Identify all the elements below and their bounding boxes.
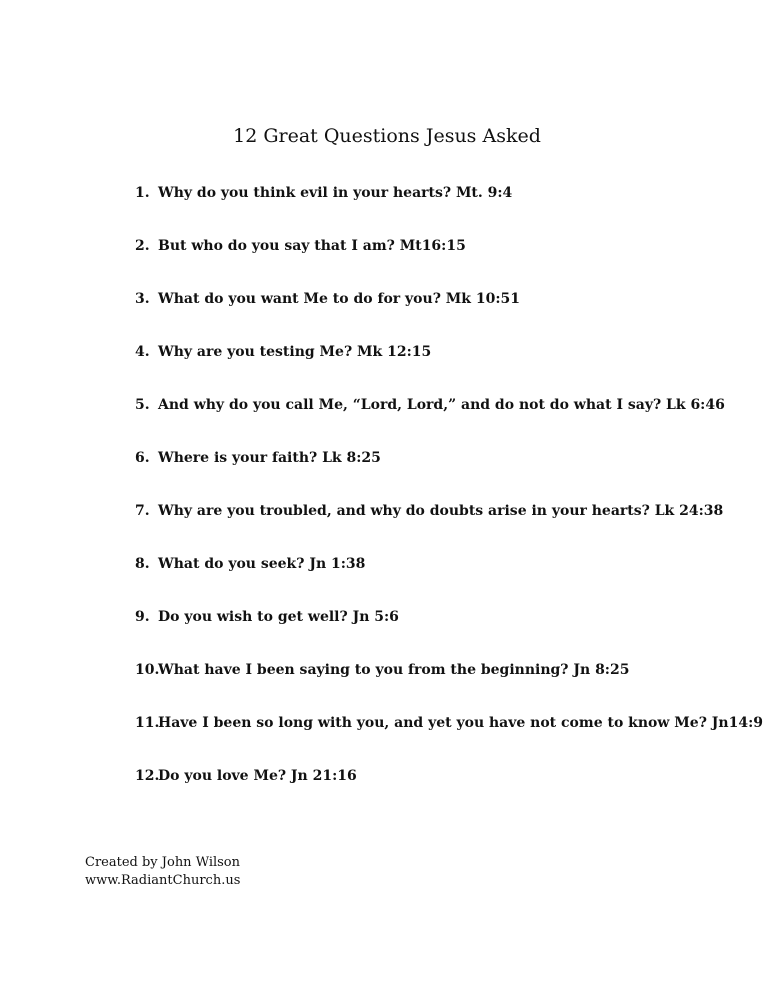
question-number: 4. — [135, 344, 150, 360]
question-number: 10. — [135, 662, 160, 678]
question-text: Have I been so long with you, and yet you have not come to know Me? Jn14:9 — [158, 715, 763, 731]
question-item-2 — [135, 236, 763, 289]
question-item-10 — [135, 660, 763, 713]
question-item-12 — [135, 766, 763, 819]
question-item-5 — [135, 395, 763, 448]
question-text: Do you wish to get well? Jn 5:6 — [158, 609, 399, 625]
question-text: But who do you say that I am? Mt16:15 — [158, 238, 466, 254]
question-item-8 — [135, 554, 763, 607]
question-number: 5. — [135, 397, 150, 413]
question-item-7 — [135, 501, 763, 554]
question-list — [135, 183, 763, 819]
website-text: www.RadiantChurch.us — [85, 873, 241, 888]
question-text: Why do you think evil in your hearts? Mt. 9:4 — [158, 185, 513, 201]
question-text: What do you want Me to do for you? Mk 10:51 — [158, 291, 520, 307]
footer — [85, 854, 240, 890]
question-item-9 — [135, 607, 763, 660]
question-number: 6. — [135, 450, 150, 466]
question-item-6 — [135, 448, 763, 501]
question-number: 9. — [135, 609, 150, 625]
page-title: 12 Great Questions Jesus Asked — [233, 125, 541, 147]
question-item-1 — [135, 183, 763, 236]
question-number: 7. — [135, 503, 150, 519]
question-number: 8. — [135, 556, 150, 572]
question-text: Where is your faith? Lk 8:25 — [158, 450, 381, 466]
question-text: And why do you call Me, “Lord, Lord,” and do not do what I say? Lk 6:46 — [158, 397, 725, 413]
question-number: 11. — [135, 715, 160, 731]
author-credit: Created by John Wilson — [85, 855, 241, 870]
question-item-4 — [135, 342, 763, 395]
question-number: 2. — [135, 238, 150, 254]
question-text: What do you seek? Jn 1:38 — [158, 556, 366, 572]
question-text: Why are you testing Me? Mk 12:15 — [158, 344, 432, 360]
question-text: Why are you troubled, and why do doubts arise in your hearts? Lk 24:38 — [158, 503, 724, 519]
question-item-11 — [135, 713, 763, 766]
question-number: 12. — [135, 768, 160, 784]
question-number: 1. — [135, 185, 150, 201]
question-item-3 — [135, 289, 763, 342]
question-text: What have I been saying to you from the beginning? Jn 8:25 — [158, 662, 630, 678]
question-text: Do you love Me? Jn 21:16 — [158, 768, 357, 784]
question-number: 3. — [135, 291, 150, 307]
